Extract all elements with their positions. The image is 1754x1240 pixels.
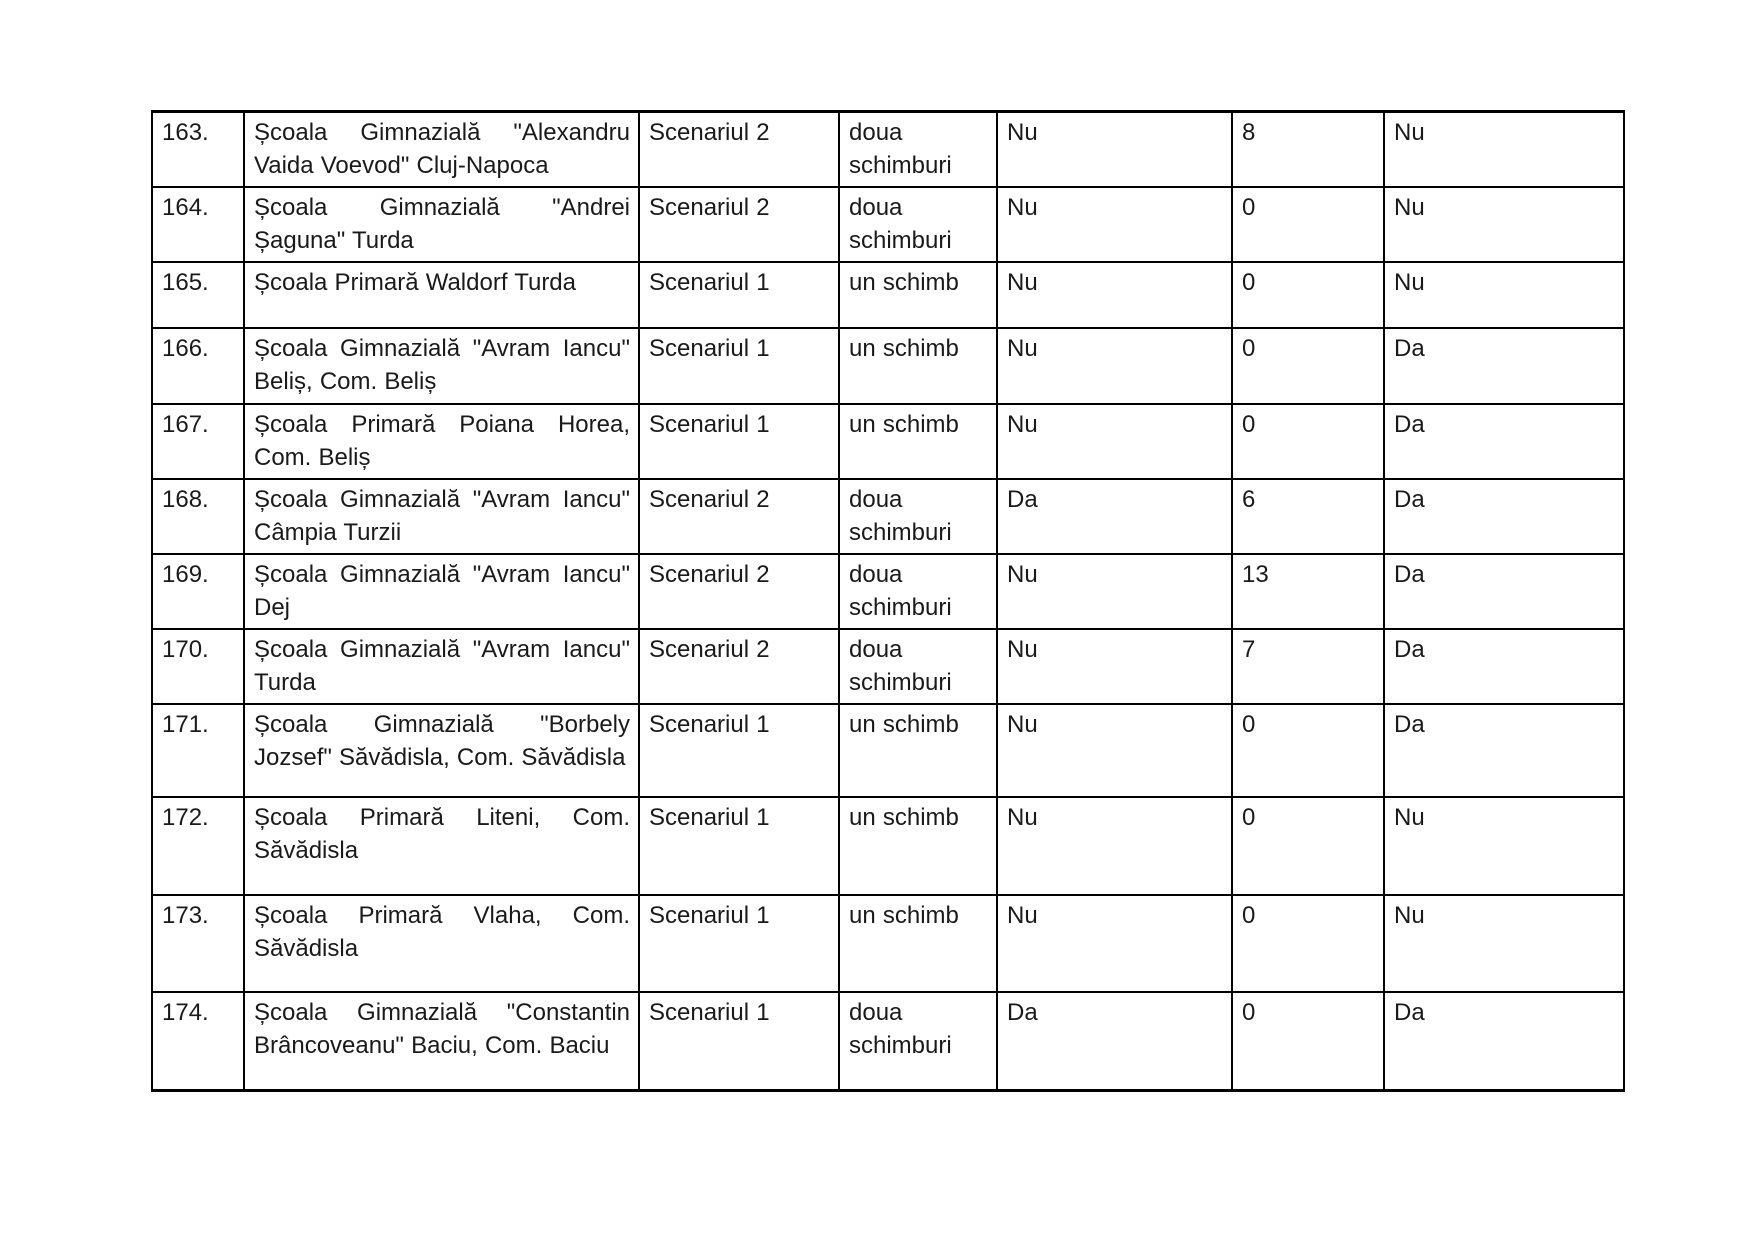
shift-cell: doua schimburi xyxy=(839,992,997,1091)
value3-cell: Da xyxy=(1384,404,1624,479)
value2-cell: 0 xyxy=(1232,404,1384,479)
row-number-cell: 168. xyxy=(152,479,244,554)
table-row xyxy=(152,479,1624,554)
value1-cell: Nu xyxy=(997,328,1232,404)
school-name-cell: Școala Gimnazială "Avram Iancu" Dej xyxy=(244,554,639,629)
row-number-cell: 164. xyxy=(152,187,244,262)
shift-cell: un schimb xyxy=(839,262,997,328)
scenario-cell: Scenariul 1 xyxy=(639,404,839,479)
table-row xyxy=(152,262,1624,328)
scenario-cell: Scenariul 2 xyxy=(639,554,839,629)
school-name-cell: Școala Gimnazială "Alexandru Vaida Voevod" Cluj-Napoca xyxy=(244,112,639,188)
value1-cell: Da xyxy=(997,479,1232,554)
scenario-cell: Scenariul 1 xyxy=(639,797,839,895)
school-name-cell: Școala Gimnazială "Avram Iancu" Câmpia Turzii xyxy=(244,479,639,554)
value1-cell: Nu xyxy=(997,554,1232,629)
value1-cell: Nu xyxy=(997,797,1232,895)
school-name-cell: Școala Gimnazială "Borbely Jozsef" Săvădisla, Com. Săvădisla xyxy=(244,704,639,797)
shift-cell: un schimb xyxy=(839,404,997,479)
value3-cell: Da xyxy=(1384,328,1624,404)
school-name-cell: Școala Primară Waldorf Turda xyxy=(244,262,639,328)
value3-cell: Da xyxy=(1384,629,1624,704)
shift-cell: doua schimburi xyxy=(839,554,997,629)
scenario-cell: Scenariul 2 xyxy=(639,187,839,262)
shift-cell: doua schimburi xyxy=(839,187,997,262)
value1-cell: Nu xyxy=(997,262,1232,328)
value2-cell: 0 xyxy=(1232,895,1384,992)
table-row xyxy=(152,187,1624,262)
table-row xyxy=(152,112,1624,188)
scenario-cell: Scenariul 2 xyxy=(639,479,839,554)
scenario-cell: Scenariul 1 xyxy=(639,262,839,328)
shift-cell: un schimb xyxy=(839,797,997,895)
shift-cell: doua schimburi xyxy=(839,112,997,188)
scenario-cell: Scenariul 1 xyxy=(639,328,839,404)
value2-cell: 0 xyxy=(1232,797,1384,895)
shift-cell: doua schimburi xyxy=(839,629,997,704)
value2-cell: 0 xyxy=(1232,992,1384,1091)
scenario-cell: Scenariul 1 xyxy=(639,992,839,1091)
value3-cell: Nu xyxy=(1384,895,1624,992)
school-name-cell: Școala Gimnazială "Andrei Șaguna" Turda xyxy=(244,187,639,262)
row-number-cell: 169. xyxy=(152,554,244,629)
value2-cell: 0 xyxy=(1232,328,1384,404)
row-number-cell: 167. xyxy=(152,404,244,479)
value3-cell: Da xyxy=(1384,992,1624,1091)
value3-cell: Da xyxy=(1384,704,1624,797)
table-row xyxy=(152,554,1624,629)
table-row xyxy=(152,404,1624,479)
scenario-cell: Scenariul 1 xyxy=(639,704,839,797)
shift-cell: doua schimburi xyxy=(839,479,997,554)
value3-cell: Nu xyxy=(1384,112,1624,188)
value1-cell: Da xyxy=(997,992,1232,1091)
row-number-cell: 165. xyxy=(152,262,244,328)
scenario-cell: Scenariul 1 xyxy=(639,895,839,992)
value1-cell: Nu xyxy=(997,187,1232,262)
school-name-cell: Școala Gimnazială "Avram Iancu" Turda xyxy=(244,629,639,704)
shift-cell: un schimb xyxy=(839,895,997,992)
school-name-cell: Școala Primară Vlaha, Com. Săvădisla xyxy=(244,895,639,992)
table-row xyxy=(152,704,1624,797)
value3-cell: Da xyxy=(1384,479,1624,554)
value1-cell: Nu xyxy=(997,112,1232,188)
row-number-cell: 172. xyxy=(152,797,244,895)
value2-cell: 0 xyxy=(1232,187,1384,262)
table-row xyxy=(152,797,1624,895)
scenario-cell: Scenariul 2 xyxy=(639,112,839,188)
value3-cell: Nu xyxy=(1384,797,1624,895)
table-row xyxy=(152,992,1624,1091)
value1-cell: Nu xyxy=(997,704,1232,797)
table-row xyxy=(152,328,1624,404)
row-number-cell: 170. xyxy=(152,629,244,704)
value1-cell: Nu xyxy=(997,404,1232,479)
shift-cell: un schimb xyxy=(839,704,997,797)
value2-cell: 0 xyxy=(1232,704,1384,797)
value2-cell: 0 xyxy=(1232,262,1384,328)
value2-cell: 8 xyxy=(1232,112,1384,188)
row-number-cell: 173. xyxy=(152,895,244,992)
row-number-cell: 166. xyxy=(152,328,244,404)
school-name-cell: Școala Primară Liteni, Com. Săvădisla xyxy=(244,797,639,895)
value3-cell: Nu xyxy=(1384,262,1624,328)
value1-cell: Nu xyxy=(997,629,1232,704)
scenario-cell: Scenariul 2 xyxy=(639,629,839,704)
shift-cell: un schimb xyxy=(839,328,997,404)
value2-cell: 13 xyxy=(1232,554,1384,629)
value2-cell: 6 xyxy=(1232,479,1384,554)
row-number-cell: 174. xyxy=(152,992,244,1091)
schools-table xyxy=(151,110,1625,1092)
school-name-cell: Școala Gimnazială "Constantin Brâncoveanu" Baciu, Com. Baciu xyxy=(244,992,639,1091)
table-row xyxy=(152,629,1624,704)
school-name-cell: Școala Primară Poiana Horea, Com. Beliș xyxy=(244,404,639,479)
row-number-cell: 163. xyxy=(152,112,244,188)
value3-cell: Da xyxy=(1384,554,1624,629)
schools-table-container xyxy=(151,110,1623,1092)
school-name-cell: Școala Gimnazială "Avram Iancu" Beliș, Com. Beliș xyxy=(244,328,639,404)
table-row xyxy=(152,895,1624,992)
value2-cell: 7 xyxy=(1232,629,1384,704)
value1-cell: Nu xyxy=(997,895,1232,992)
value3-cell: Nu xyxy=(1384,187,1624,262)
row-number-cell: 171. xyxy=(152,704,244,797)
